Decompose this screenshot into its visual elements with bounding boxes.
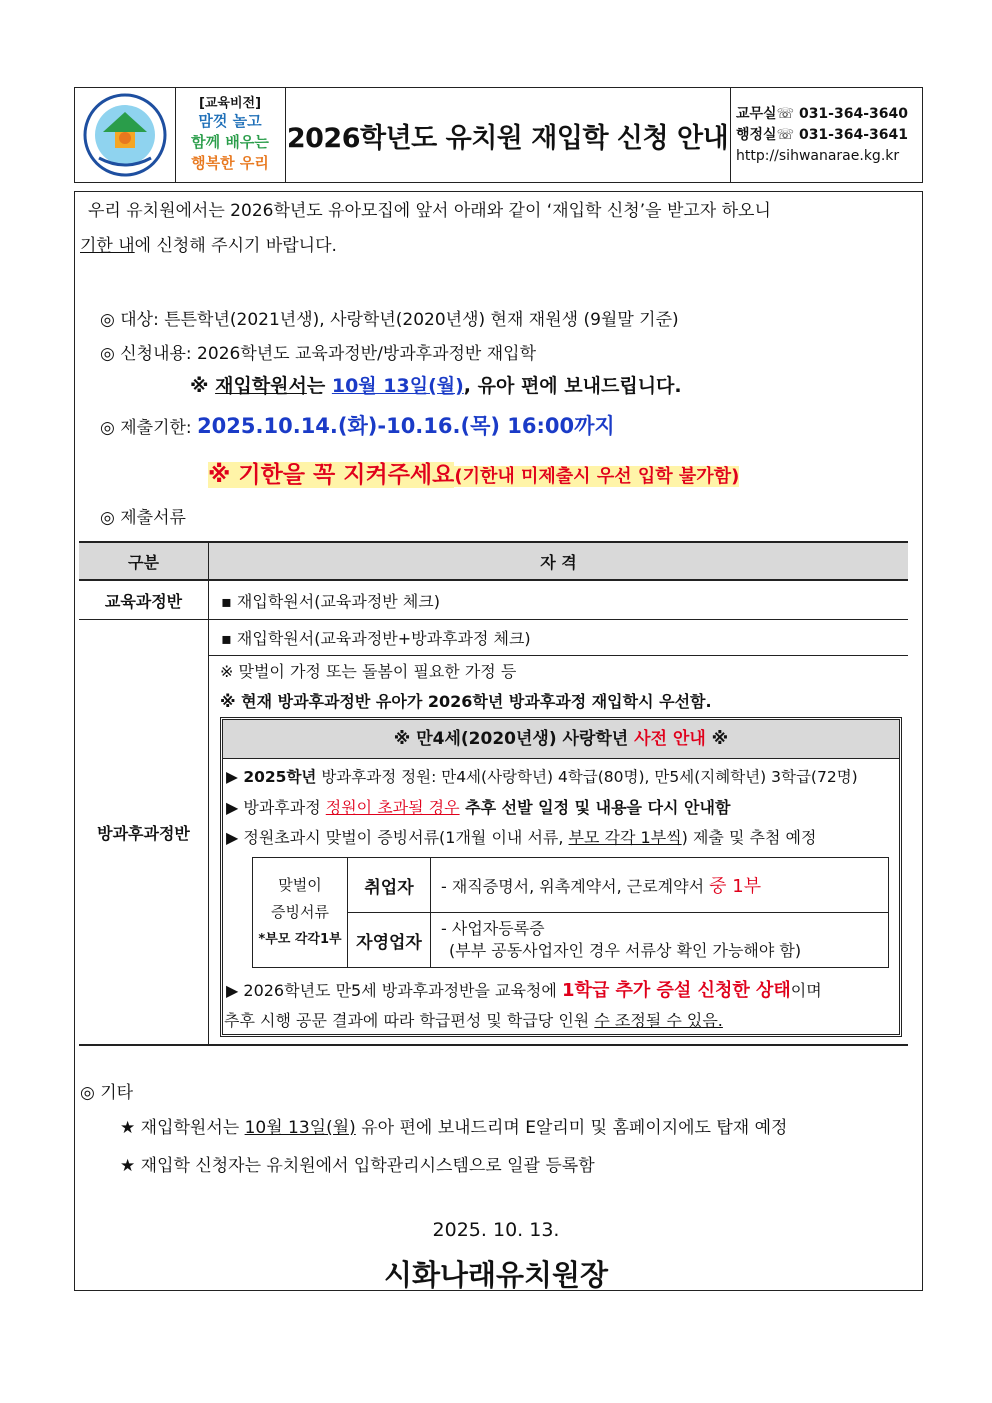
intro-line-2 xyxy=(80,231,337,256)
notice-b2-a: ▶ 방과후과정 xyxy=(226,798,326,817)
notice-b5-a: 추후 시행 공문 결과에 따라 학급편성 및 학급당 인원 xyxy=(224,1011,595,1030)
reentry-note-form: 재입학원서 xyxy=(215,375,307,397)
proof-label-3: *부모 각각1부 xyxy=(258,932,342,947)
deadline-warning xyxy=(208,456,739,489)
document-title: 2026학년도 유치원 재입학 신청 안내 xyxy=(286,123,729,154)
etc-heading: ◎ 기타 xyxy=(80,1083,134,1103)
etc-1-b: 유아 편에 보내드리며 E알리미 및 홈페이지에도 탑재 예정 xyxy=(355,1118,788,1138)
notice-b3-u: 부모 각각 1부씩 xyxy=(568,828,682,847)
notice-bullet-1 xyxy=(226,765,858,787)
warning-small: (기한내 미제출시 우선 입학 불가함) xyxy=(454,466,740,487)
proof-label-2: 증빙서류 xyxy=(271,903,329,921)
notice-heading-c: ※ xyxy=(705,729,729,749)
afterschool-form: ▪ 재입학원서(교육과정반+방과후과정 체크) xyxy=(209,620,908,656)
table-row xyxy=(79,580,908,620)
self-employed-doc: - 사업자등록증 xyxy=(441,919,545,938)
reentry-note-mid: 는 xyxy=(306,375,332,397)
issue-date: 2025. 10. 13. xyxy=(432,1219,560,1241)
notice-heading xyxy=(223,720,899,759)
homepage-link[interactable]: http://sihwanarae.kg.kr xyxy=(736,148,900,164)
title-cell xyxy=(285,88,731,182)
deadline-line xyxy=(100,410,615,440)
employed-one-copy: 중 1부 xyxy=(709,876,762,897)
notice-bullet-5 xyxy=(224,1008,723,1031)
etc-1-a: ★ 재입학원서는 xyxy=(120,1118,245,1138)
notice-b4-b: 이며 xyxy=(790,981,822,1000)
vision-line-1: 맘껏 놀고 xyxy=(198,112,262,130)
contact-cell xyxy=(730,88,922,182)
header-category: 구분 xyxy=(79,542,209,580)
employed-label: 취업자 xyxy=(348,858,431,913)
row-label-afterschool: 방과후과정반 xyxy=(79,620,209,1046)
intro-line-2-rest: 에 신청해 주시기 바랍니다. xyxy=(134,236,337,256)
self-employed-note: (부부 공동사업자인 경우 서류상 확인 가능해야 함) xyxy=(449,941,802,960)
self-employed-value xyxy=(431,913,889,968)
proof-documents-table xyxy=(252,857,889,968)
notice-b2-red: 정원이 초과될 경우 xyxy=(325,798,460,817)
office-phone-1: 교무실☏ 031-364-3640 xyxy=(736,106,908,122)
signer: 시화나래유치원장 xyxy=(383,1258,609,1292)
deadline-label: ◎ 제출기한: xyxy=(100,418,192,438)
notice-b2-b: 추후 선발 일정 및 내용을 다시 안내함 xyxy=(459,798,731,817)
office-phone-2: 행정실☏ 031-364-3641 xyxy=(736,127,908,143)
intro-line-1: 우리 유치원에서는 2026학년도 유아모집에 앞서 아래와 같이 ‘재입학 신청’을 받고자 하오니 xyxy=(88,201,771,221)
warning-big: ※ 기한을 꼭 지켜주세요 xyxy=(208,462,455,488)
notice-b1-bold: ▶ 2025학년 xyxy=(226,768,317,786)
deadline-value: 2025.10.14.(화)-10.16.(목) 16:00까지 xyxy=(197,414,615,438)
etc-item-2: ★ 재입학 신청자는 유치원에서 입학관리시스템으로 일괄 등록함 xyxy=(120,1156,595,1176)
afterschool-note-1: ※ 맞벌이 가정 또는 돌봄이 필요한 가정 등 xyxy=(220,662,517,681)
proof-label-1: 맞벌이 xyxy=(278,876,322,894)
self-employed-label: 자영업자 xyxy=(348,913,431,968)
vision-line-2: 함께 배우는 xyxy=(191,133,269,151)
notice-bullet-4 xyxy=(226,976,822,1002)
table-header-row xyxy=(79,542,908,580)
vision-line-3: 행복한 우리 xyxy=(191,154,269,172)
afterschool-note-2: ※ 현재 방과후과정반 유아가 2026학년 방과후과정 재입학시 우선함. xyxy=(220,692,712,711)
notice-b3-a: ▶ 정원초과시 맞벌이 증빙서류(1개월 이내 서류, xyxy=(226,828,569,847)
etc-item-1 xyxy=(120,1113,787,1138)
notice-heading-a: ※ 만4세(2020년생) 사랑학년 xyxy=(393,729,635,749)
notice-bullet-3 xyxy=(226,825,816,848)
notice-b4-a: ▶ 2026학년도 만5세 방과후과정반을 교육청에 xyxy=(226,981,562,1000)
reentry-note-date: 10월 13일(월) xyxy=(331,375,464,397)
notice-heading-red: 사전 안내 xyxy=(634,729,706,749)
employed-docs: - 재직증명서, 위촉계약서, 근로계약서 xyxy=(441,877,710,896)
table-row xyxy=(253,913,889,968)
notice-b4-red: 1학급 추가 증설 신청한 상태 xyxy=(561,980,791,1001)
reentry-note-prefix: ※ xyxy=(190,375,216,397)
reentry-note-end: , 유아 편에 보내드립니다. xyxy=(463,375,682,397)
row-value-kindergarten: ▪ 재입학원서(교육과정반 체크) xyxy=(209,580,909,620)
etc-1-date: 10월 13일(월) xyxy=(244,1118,356,1138)
table-row xyxy=(253,858,889,913)
intro-deadline-text: 기한 내 xyxy=(80,236,135,256)
reentry-note xyxy=(190,371,682,398)
row-label-kindergarten: 교육과정반 xyxy=(79,580,209,620)
header-qualification: 자 격 xyxy=(209,542,909,580)
employed-value xyxy=(431,858,889,913)
logo-cell xyxy=(75,88,176,182)
docs-heading: ◎ 제출서류 xyxy=(100,508,186,528)
vision-cell xyxy=(175,88,286,182)
notice-b3-b: ) 제출 및 추첨 예정 xyxy=(681,828,817,847)
proof-label-cell xyxy=(253,858,348,968)
notice-b5-u: 수 조정될 수 있음. xyxy=(594,1011,723,1030)
school-logo xyxy=(75,88,175,182)
notice-b1-rest: 방과후과정 정원: 만4세(사랑학년) 4학급(80명), 만5세(지혜학년) 3학급(72명) xyxy=(316,768,858,786)
vision-tag: [교육비전] xyxy=(198,96,262,111)
target-line: ◎ 대상: 튼튼학년(2021년생), 사랑학년(2020년생) 현재 재원생 (9월말 기준) xyxy=(100,310,679,330)
notice-bullet-2 xyxy=(226,795,730,818)
content-line: ◎ 신청내용: 2026학년도 교육과정반/방과후과정반 재입학 xyxy=(100,344,537,364)
header-box xyxy=(74,87,923,183)
